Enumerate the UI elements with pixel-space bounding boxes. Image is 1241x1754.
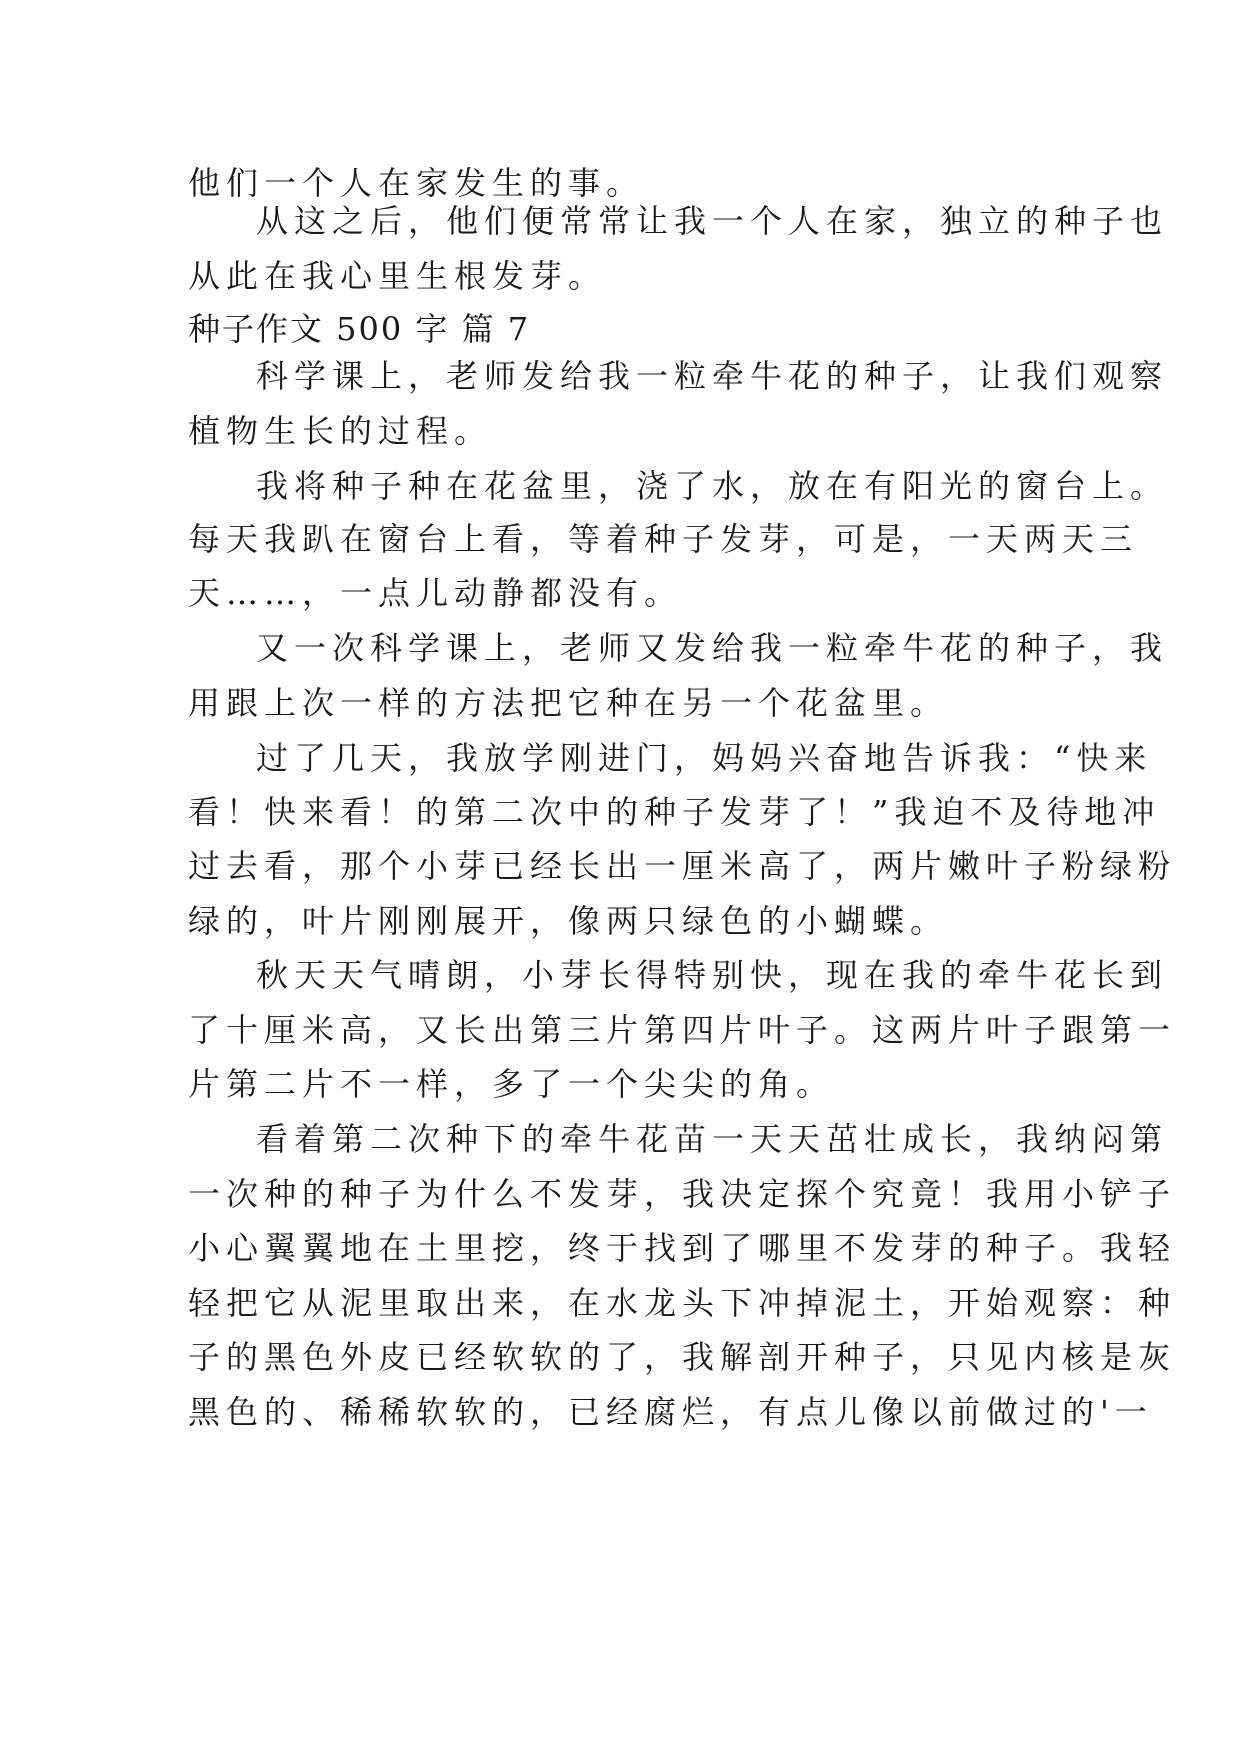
text-line: 从此在我心里生根发芽。 xyxy=(188,257,607,295)
text-line: 轻把它从泥里取出来，在水龙头下冲掉泥土，开始观察：种 xyxy=(188,1284,1177,1322)
paragraph-start: 秋天天气晴朗，小芽长得特别快，现在我的牵牛花长到 xyxy=(256,956,1169,994)
text-line: 一次种的种子为什么不发芽，我决定探个究竟！我用小铲子 xyxy=(188,1175,1177,1213)
text-line: 用跟上次一样的方法把它种在另一个花盆里。 xyxy=(188,684,949,722)
paragraph-start: 我将种子种在花盆里，浇了水，放在有阳光的窗台上。 xyxy=(256,467,1169,505)
text-line: 每天我趴在窗台上看，等着种子发芽，可是，一天两天三 xyxy=(188,520,1139,558)
text-line: 看！快来看！的第二次中的种子发芽了！”我迫不及待地冲 xyxy=(188,793,1161,831)
paragraph-start: 看着第二次种下的牵牛花苗一天天茁壮成长，我纳闷第 xyxy=(256,1120,1169,1158)
text-line: 片第二片不一样，多了一个尖尖的角。 xyxy=(188,1065,835,1103)
paragraph-start: 又一次科学课上，老师又发给我一粒牵牛花的种子，我 xyxy=(256,629,1169,667)
text-line: 了十厘米高，又长出第三片第四片叶子。这两片叶子跟第一 xyxy=(188,1011,1177,1049)
text-line: 他们一个人在家发生的事。 xyxy=(188,164,645,202)
paragraph-start: 从这之后，他们便常常让我一个人在家，独立的种子也 xyxy=(256,202,1169,240)
text-line: 植物生长的过程。 xyxy=(188,412,493,450)
text-line: 绿的，叶片刚刚展开，像两只绿色的小蝴蝶。 xyxy=(188,902,949,940)
paragraph-start: 过了几天，我放学刚进门，妈妈兴奋地告诉我：“快来 xyxy=(256,739,1153,777)
text-line: 天……，一点儿动静都没有。 xyxy=(188,574,683,612)
text-line: 小心翼翼地在土里挖，终于找到了哪里不发芽的种子。我轻 xyxy=(188,1229,1177,1267)
text-line: 过去看，那个小芽已经长出一厘米高了，两片嫩叶子粉绿粉 xyxy=(188,847,1177,885)
section-heading: 种子作文 500 字 篇 7 xyxy=(188,310,531,348)
paragraph-start: 科学课上，老师发给我一粒牵牛花的种子，让我们观察 xyxy=(256,357,1169,395)
text-line: 黑色的、稀稀软软的，已经腐烂，有点儿像以前做过的'一 xyxy=(188,1393,1153,1431)
text-line: 子的黑色外皮已经软软的了，我解剖开种子，只见内核是灰 xyxy=(188,1338,1177,1376)
